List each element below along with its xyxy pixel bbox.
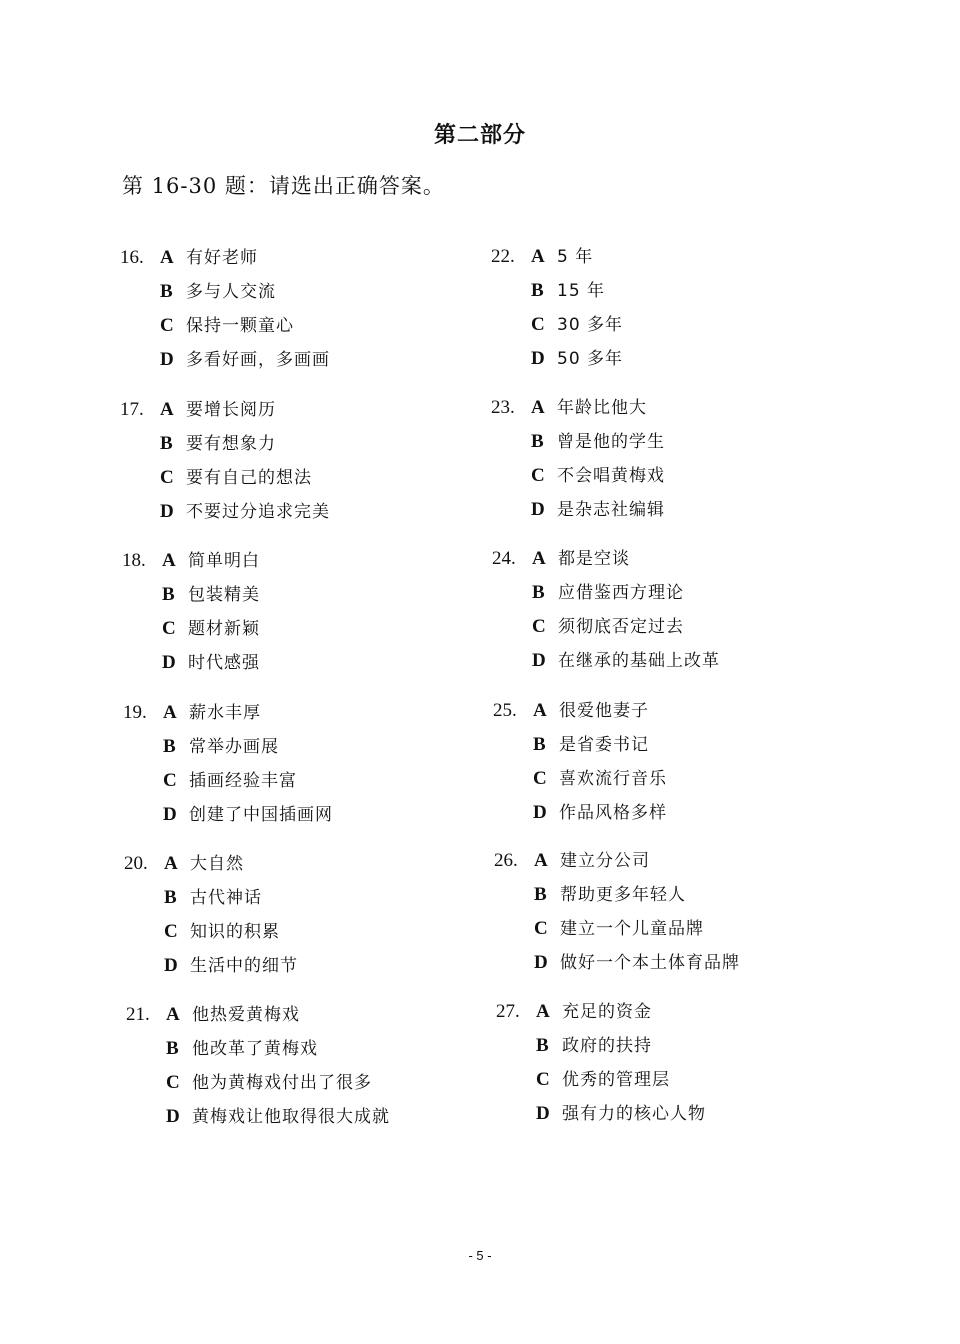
option-a xyxy=(531,397,647,431)
option-letter: B xyxy=(162,584,175,605)
option-text: 作品风格多样 xyxy=(559,803,667,823)
option-letter: D xyxy=(532,650,546,671)
option-letter: D xyxy=(531,348,545,369)
option-text: 是杂志社编辑 xyxy=(557,500,665,520)
option-c xyxy=(160,315,294,349)
option-text: 常举办画展 xyxy=(189,737,279,757)
question-number: 22. xyxy=(491,246,515,267)
option-text: 薪水丰厚 xyxy=(189,703,261,723)
option-text: 他改革了黄梅戏 xyxy=(192,1039,318,1059)
question-number: 17. xyxy=(120,399,144,420)
option-b xyxy=(163,736,279,770)
option-b xyxy=(536,1035,652,1069)
question-number: 26. xyxy=(494,850,518,871)
option-text: 须彻底否定过去 xyxy=(558,617,684,637)
option-text: 生活中的细节 xyxy=(190,956,298,976)
option-letter: B xyxy=(531,280,544,301)
option-text: 大自然 xyxy=(190,854,244,874)
option-c xyxy=(531,465,665,499)
option-letter: D xyxy=(164,955,178,976)
option-b xyxy=(534,884,686,918)
option-text: 建立分公司 xyxy=(560,851,650,871)
option-letter: C xyxy=(534,918,548,939)
instruction: 第 16-30 题：请选出正确答案。 xyxy=(122,174,445,198)
option-c xyxy=(534,918,704,952)
option-text: 黄梅戏让他取得很大成就 xyxy=(192,1107,390,1127)
option-a xyxy=(162,550,260,584)
option-letter: B xyxy=(160,433,173,454)
option-d xyxy=(534,952,740,986)
option-d xyxy=(160,501,330,535)
option-letter: B xyxy=(160,281,173,302)
option-a xyxy=(160,399,276,433)
option-text: 他为黄梅戏付出了很多 xyxy=(192,1073,372,1093)
question-number: 19. xyxy=(123,702,147,723)
question-number: 18. xyxy=(122,550,146,571)
option-letter: A xyxy=(166,1004,180,1025)
option-text: 要有想象力 xyxy=(186,434,276,454)
option-text: 插画经验丰富 xyxy=(189,771,297,791)
option-letter: A xyxy=(536,1001,550,1022)
option-text: 不要过分追求完美 xyxy=(186,502,330,522)
option-b xyxy=(160,433,276,467)
option-a xyxy=(164,853,244,887)
option-letter: C xyxy=(164,921,178,942)
option-a xyxy=(536,1001,652,1035)
option-letter: B xyxy=(164,887,177,908)
option-letter: D xyxy=(531,499,545,520)
question-number: 27. xyxy=(496,1001,520,1022)
option-letter: A xyxy=(534,850,548,871)
option-b xyxy=(166,1038,318,1072)
option-text: 年龄比他大 xyxy=(557,398,647,418)
option-letter: A xyxy=(160,247,174,268)
option-letter: A xyxy=(532,548,546,569)
option-c xyxy=(536,1069,670,1103)
option-d xyxy=(163,804,333,838)
option-c xyxy=(532,616,684,650)
option-letter: A xyxy=(164,853,178,874)
option-text: 30 多年 xyxy=(557,315,624,335)
option-a xyxy=(534,850,650,884)
question-number: 21. xyxy=(126,1004,150,1025)
option-letter: B xyxy=(536,1035,549,1056)
question-number: 24. xyxy=(492,548,516,569)
option-letter: C xyxy=(162,618,176,639)
option-a xyxy=(533,700,649,734)
option-b xyxy=(160,281,276,315)
option-d xyxy=(162,652,260,686)
option-letter: A xyxy=(163,702,177,723)
option-b xyxy=(531,431,665,465)
option-letter: A xyxy=(533,700,547,721)
option-letter: A xyxy=(160,399,174,420)
option-letter: D xyxy=(160,349,174,370)
option-letter: B xyxy=(534,884,547,905)
option-a xyxy=(532,548,630,582)
option-text: 有好老师 xyxy=(186,248,258,268)
question-number: 16. xyxy=(120,247,144,268)
option-letter: D xyxy=(166,1106,180,1127)
option-text: 多与人交流 xyxy=(186,282,276,302)
option-letter: D xyxy=(533,802,547,823)
option-text: 优秀的管理层 xyxy=(562,1070,670,1090)
option-text: 他热爱黄梅戏 xyxy=(192,1005,300,1025)
option-c xyxy=(166,1072,372,1106)
option-text: 题材新颖 xyxy=(188,619,260,639)
option-d xyxy=(164,955,298,989)
option-text: 喜欢流行音乐 xyxy=(559,769,667,789)
option-b xyxy=(532,582,684,616)
option-b xyxy=(533,734,649,768)
option-a xyxy=(160,247,258,281)
option-letter: C xyxy=(160,467,174,488)
option-text: 要有自己的想法 xyxy=(186,468,312,488)
option-text: 政府的扶持 xyxy=(562,1036,652,1056)
option-letter: D xyxy=(534,952,548,973)
option-letter: C xyxy=(531,465,545,486)
option-letter: C xyxy=(166,1072,180,1093)
option-text: 建立一个儿童品牌 xyxy=(560,919,704,939)
option-letter: B xyxy=(166,1038,179,1059)
option-text: 充足的资金 xyxy=(562,1002,652,1022)
question-number: 23. xyxy=(491,397,515,418)
option-letter: B xyxy=(531,431,544,452)
option-text: 很爱他妻子 xyxy=(559,701,649,721)
option-text: 50 多年 xyxy=(557,349,624,369)
option-text: 帮助更多年轻人 xyxy=(560,885,686,905)
option-text: 不会唱黄梅戏 xyxy=(557,466,665,486)
option-text: 5 年 xyxy=(557,247,594,267)
option-letter: B xyxy=(163,736,176,757)
option-b xyxy=(164,887,262,921)
option-text: 古代神话 xyxy=(190,888,262,908)
option-text: 曾是他的学生 xyxy=(557,432,665,452)
option-c xyxy=(163,770,297,804)
option-c xyxy=(164,921,280,955)
option-letter: C xyxy=(532,616,546,637)
option-text: 多看好画，多画画 xyxy=(186,350,330,370)
option-letter: C xyxy=(163,770,177,791)
option-text: 都是空谈 xyxy=(558,549,630,569)
option-b xyxy=(162,584,260,618)
option-letter: D xyxy=(163,804,177,825)
option-text: 在继承的基础上改革 xyxy=(558,651,720,671)
option-a xyxy=(163,702,261,736)
option-d xyxy=(166,1106,390,1140)
option-text: 时代感强 xyxy=(188,653,260,673)
option-b xyxy=(531,280,605,314)
option-text: 15 年 xyxy=(557,281,606,301)
option-letter: C xyxy=(160,315,174,336)
page-number: - 5 - xyxy=(468,1248,492,1263)
option-d xyxy=(536,1103,706,1137)
option-text: 保持一颗童心 xyxy=(186,316,294,336)
option-text: 是省委书记 xyxy=(559,735,649,755)
option-text: 简单明白 xyxy=(188,551,260,571)
option-d xyxy=(531,348,623,382)
option-text: 要增长阅历 xyxy=(186,400,276,420)
option-text: 强有力的核心人物 xyxy=(562,1104,706,1124)
option-text: 包装精美 xyxy=(188,585,260,605)
option-a xyxy=(531,246,593,280)
option-c xyxy=(533,768,667,802)
question-number: 20. xyxy=(124,853,148,874)
option-letter: C xyxy=(533,768,547,789)
option-letter: A xyxy=(531,397,545,418)
question-number: 25. xyxy=(493,700,517,721)
option-letter: C xyxy=(536,1069,550,1090)
option-letter: A xyxy=(162,550,176,571)
option-d xyxy=(160,349,330,383)
option-letter: D xyxy=(160,501,174,522)
option-text: 知识的积累 xyxy=(190,922,280,942)
option-letter: D xyxy=(162,652,176,673)
option-c xyxy=(162,618,260,652)
option-c xyxy=(160,467,312,501)
option-text: 应借鉴西方理论 xyxy=(558,583,684,603)
option-text: 创建了中国插画网 xyxy=(189,805,333,825)
option-letter: B xyxy=(533,734,546,755)
option-letter: B xyxy=(532,582,545,603)
option-letter: C xyxy=(531,314,545,335)
page-title: 第二部分 xyxy=(433,122,526,148)
option-d xyxy=(532,650,720,684)
option-a xyxy=(166,1004,300,1038)
option-text: 做好一个本土体育品牌 xyxy=(560,953,740,973)
option-d xyxy=(531,499,665,533)
option-letter: A xyxy=(531,246,545,267)
option-c xyxy=(531,314,623,348)
option-letter: D xyxy=(536,1103,550,1124)
option-d xyxy=(533,802,667,836)
